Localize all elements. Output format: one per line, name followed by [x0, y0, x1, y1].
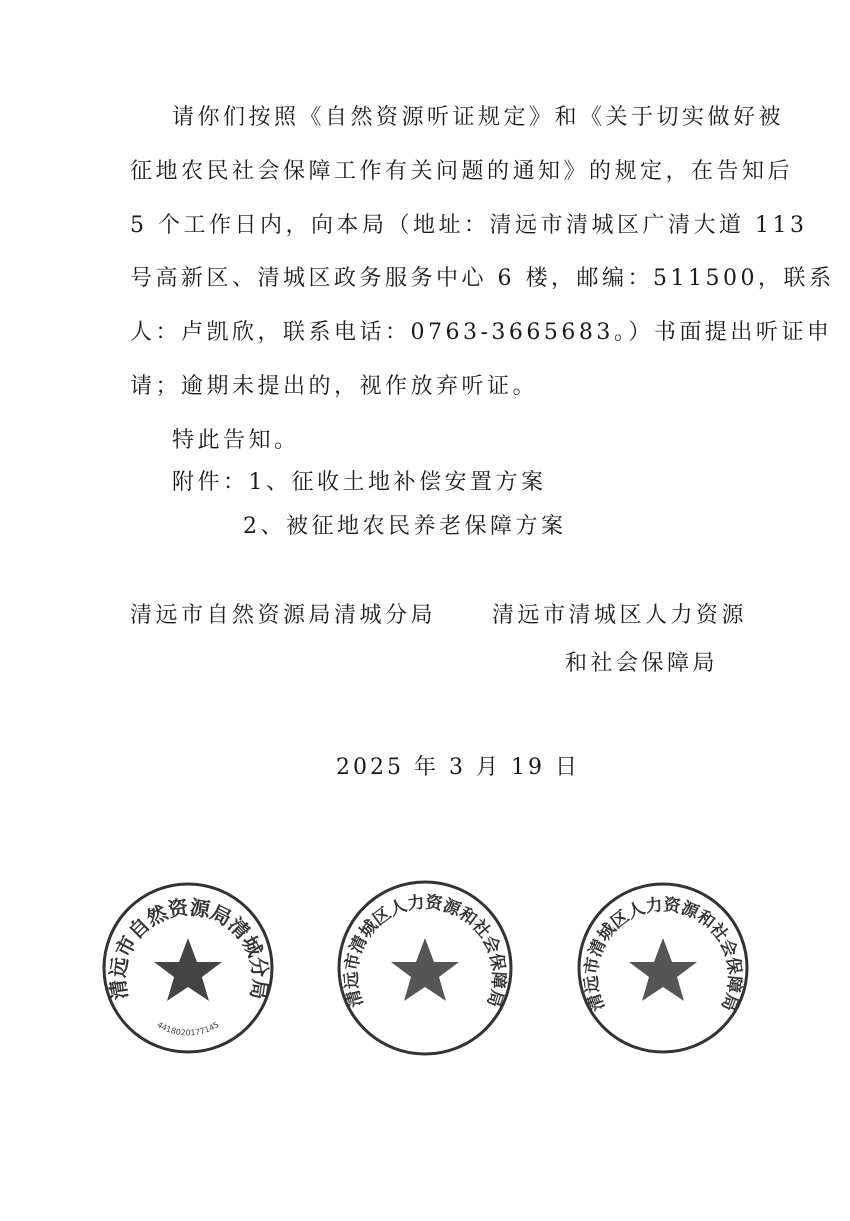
paragraph-line: 5 个工作日内，向本局（地址：清远市清城区广清大道 113: [130, 213, 808, 238]
official-seal-right-bottom: [575, 880, 751, 1056]
svg-text:清远市自然资源局清城分局: 清远市自然资源局清城分局: [105, 895, 273, 1002]
paragraph-line: 征地农民社会保障工作有关问题的通知》的规定，在告知后: [130, 159, 794, 184]
paragraph-line: 请你们按照《自然资源听证规定》和《关于切实做好被: [172, 105, 785, 130]
date: 2025 年 3 月 19 日: [336, 755, 580, 780]
attachment-item: 附件：1、征收土地补偿安置方案: [172, 470, 547, 495]
official-seal-right-top: [335, 878, 515, 1058]
official-seal-left: [100, 880, 276, 1056]
star-icon: [391, 938, 459, 1001]
svg-text:4418020177145: 4418020177145: [155, 1020, 221, 1038]
star-icon: [154, 938, 222, 1001]
signature-right-line1: 清远市清城区人力资源: [492, 603, 748, 628]
star-icon: [629, 938, 697, 1001]
paragraph-line: 人：卢凯欣，联系电话：0763-3665683。）书面提出听证申: [130, 320, 833, 345]
svg-text:清远市清城区人力资源和社会保障局: 清远市清城区人力资源和社会保障局: [341, 892, 509, 1010]
svg-text:清远市清城区人力资源和社会保障局: 清远市清城区人力资源和社会保障局: [581, 895, 745, 1014]
attachment-item: 2、被征地农民养老保障方案: [243, 514, 567, 539]
signature-left: 清远市自然资源局清城分局: [130, 603, 437, 628]
paragraph-line: 号高新区、清城区政务服务中心 6 楼，邮编：511500，联系: [130, 266, 835, 291]
signature-right-line2: 和社会保障局: [565, 651, 719, 676]
paragraph-line: 请；逾期未提出的，视作放弃听证。: [130, 374, 539, 399]
closing-text: 特此告知。: [172, 428, 300, 453]
